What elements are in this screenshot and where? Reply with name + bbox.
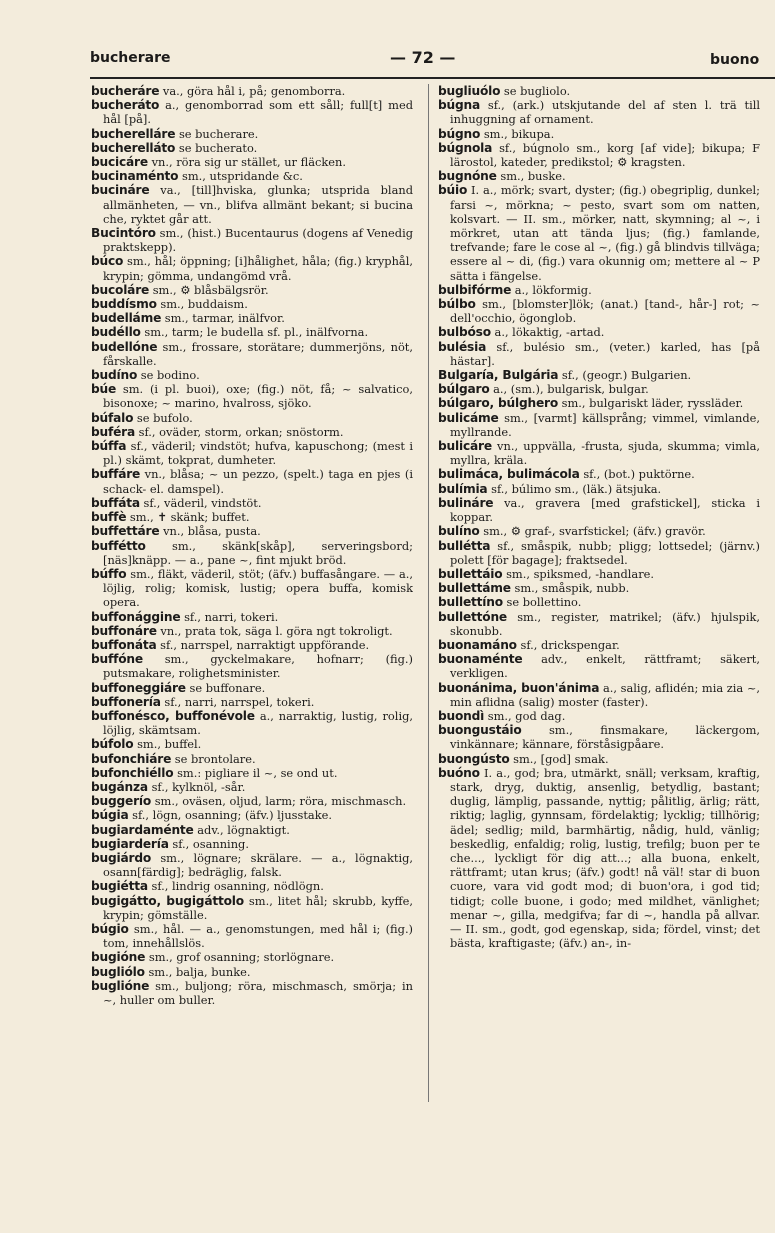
entry-headword: buffettáre bbox=[91, 524, 160, 539]
entry-headword: buóno bbox=[438, 765, 480, 780]
entry-definition: a., (sm.), bulgarisk, bulgar. bbox=[493, 382, 649, 397]
entry-headword: búffa bbox=[91, 439, 127, 454]
entry-definition: sm., [varmt] källsprång; vimmel, vimlande, myllrande. bbox=[450, 410, 760, 439]
entry-definition: va., göra hål i, på; genomborra. bbox=[162, 84, 346, 98]
entry-headword: buglióne bbox=[91, 978, 150, 993]
dictionary-entry bbox=[91, 539, 413, 567]
dictionary-entry bbox=[91, 652, 413, 680]
entry-headword: buffonáta bbox=[91, 637, 157, 652]
entry-definition: sf., narri, narrspel, tokeri. bbox=[164, 694, 315, 709]
dictionary-entry bbox=[438, 567, 760, 581]
entry-definition: a., genomborrad som ett såll; full[t] med hål [på]. bbox=[103, 98, 413, 127]
header-guide-word-left: bucherare bbox=[90, 50, 171, 66]
entry-headword: búffo bbox=[91, 566, 127, 581]
entry-definition: sm., hål. — a., genomstungen, med hål i; (fig.) tom, innehållslös. bbox=[103, 921, 413, 951]
entry-definition: se bucherato. bbox=[178, 140, 258, 155]
entry-headword: bucoláre bbox=[91, 282, 150, 297]
entry-definition: vn., uppvälla, -frusta, sjuda, skumma; vimla, myllra, kräla. bbox=[450, 439, 760, 468]
entry-headword: budéllo bbox=[91, 325, 141, 340]
entry-definition: sf., (bot.) puktörne. bbox=[583, 467, 695, 482]
entry-headword: buffonería bbox=[91, 694, 161, 709]
dictionary-entry bbox=[91, 127, 413, 141]
dictionary-entry bbox=[438, 368, 760, 382]
entry-headword: búlgaro bbox=[438, 382, 490, 397]
entry-headword: bulináre bbox=[438, 495, 494, 510]
entry-definition: sm., god dag. bbox=[487, 708, 566, 723]
dictionary-entry bbox=[91, 311, 413, 325]
entry-definition: sm., tarmar, inälfvor. bbox=[164, 311, 285, 326]
dictionary-entry bbox=[91, 141, 413, 155]
entry-headword: buffoneggiáre bbox=[91, 680, 186, 695]
dictionary-entry bbox=[438, 496, 760, 524]
entry-definition: sm., skänk[skåp], serveringsbord; [näs]knäpp. — a., pane ~, fint mjukt bröd. bbox=[103, 538, 413, 567]
entry-headword: búgio bbox=[91, 921, 129, 936]
entry-definition: sm., spiksmed, -handlare. bbox=[506, 566, 655, 581]
dictionary-entry bbox=[438, 723, 760, 751]
entry-definition: sf., drickspengar. bbox=[520, 637, 620, 652]
dictionary-entry bbox=[91, 823, 413, 837]
entry-headword: buonamáno bbox=[438, 637, 517, 652]
dictionary-entry bbox=[91, 382, 413, 410]
entry-definition: sm., ⚙ graf-, svarfstickel; (äfv.) gravör. bbox=[483, 524, 706, 539]
dictionary-entry bbox=[91, 922, 413, 950]
dictionary-entry bbox=[91, 84, 413, 98]
dictionary-entry bbox=[91, 808, 413, 822]
dictionary-entry bbox=[438, 681, 760, 709]
entry-headword: buggerío bbox=[91, 794, 152, 809]
dictionary-entry bbox=[438, 766, 760, 951]
entry-definition: sm., fläkt, väderil, stöt; (äfv.) buffasångare. — a., löjlig, rolig; komisk, lustig; opera buffa, komisk opera. bbox=[103, 566, 413, 610]
entry-headword: búco bbox=[91, 254, 124, 269]
entry-headword: bugigátto, bugigáttolo bbox=[91, 893, 244, 908]
entry-headword: bugióne bbox=[91, 950, 146, 965]
entry-definition: sm., hål; öppning; [i]hålighet, håla; (fig.) kryphål, krypin; gömma, undangömd vrå. bbox=[103, 254, 413, 283]
entry-definition: se bollettino. bbox=[506, 595, 582, 610]
dictionary-entry bbox=[438, 127, 760, 141]
entry-definition: a., lökformig. bbox=[514, 282, 592, 297]
entry-definition: sm., bulgariskt läder, ryssläder. bbox=[561, 396, 744, 411]
entry-definition: sm., lögnare; skrälare. — a., lögnaktig, osann[färdig]; bedräglig, falsk. bbox=[103, 850, 413, 880]
dictionary-entry bbox=[91, 965, 413, 979]
entry-headword: buféra bbox=[91, 424, 136, 439]
entry-headword: budelláme bbox=[91, 311, 162, 326]
entry-headword: bulbifórme bbox=[438, 282, 512, 297]
entry-headword: bullétta bbox=[438, 538, 491, 553]
dictionary-entry bbox=[438, 709, 760, 723]
entry-definition: sm., [blomster]lök; (anat.) [tand-, hår-] rot; ~ dell'occhio, ögonglob. bbox=[450, 297, 760, 326]
entry-definition: vn., blåsa; ~ un pezzo, (spelt.) taga en pjes (i schack- el. damspel). bbox=[103, 467, 413, 496]
entry-definition: vn., prata tok, säga l. göra ngt tokroligt. bbox=[160, 623, 393, 638]
entry-headword: buonaménte bbox=[438, 652, 523, 667]
entry-headword: bulicáre bbox=[438, 439, 492, 454]
entry-definition: sf., småspik, nubb; pligg; lottsedel; (järnv.) polett [för bagage]; fraktsedel. bbox=[450, 538, 760, 567]
entry-definition: sm., gyckelmakare, hofnarr; (fig.) putsmakare, rolighetsminister. bbox=[103, 652, 413, 681]
dictionary-entry bbox=[91, 183, 413, 226]
dictionary-entry bbox=[91, 297, 413, 311]
entry-headword: Bulgaría, Bulgária bbox=[438, 368, 559, 383]
dictionary-entry bbox=[91, 169, 413, 183]
entry-headword: bullettíno bbox=[438, 595, 503, 610]
dictionary-entry bbox=[91, 98, 413, 126]
entry-headword: budíno bbox=[91, 368, 138, 383]
entry-headword: buffè bbox=[91, 510, 127, 525]
entry-headword: buffáta bbox=[91, 495, 140, 510]
entry-definition: a., lökaktig, -artad. bbox=[494, 325, 605, 340]
entry-headword: búfalo bbox=[91, 410, 134, 425]
entry-headword: búlbo bbox=[438, 297, 476, 312]
dictionary-entry bbox=[438, 84, 760, 98]
dictionary-entry bbox=[91, 752, 413, 766]
dictionary-entry bbox=[91, 950, 413, 964]
entry-definition: sf., narri, tokeri. bbox=[184, 609, 279, 624]
entry-definition: sm., tarm; le budella sf. pl., inälfvorna. bbox=[144, 325, 369, 340]
entry-headword: buffonésco, buffonévole bbox=[91, 708, 255, 723]
dictionary-entry bbox=[438, 141, 760, 169]
entry-headword: búgno bbox=[438, 126, 481, 141]
entry-headword: buffáre bbox=[91, 467, 141, 482]
entry-headword: búgna bbox=[438, 98, 481, 113]
page-header bbox=[90, 46, 775, 74]
dictionary-entry bbox=[91, 737, 413, 751]
entry-definition: sm., buddaism. bbox=[160, 297, 248, 312]
entry-headword: buonánima, buon'ánima bbox=[438, 680, 600, 695]
entry-headword: bucheráre bbox=[91, 84, 160, 98]
dictionary-entry bbox=[438, 169, 760, 183]
dictionary-entry bbox=[91, 567, 413, 610]
entry-headword: buongustáio bbox=[438, 723, 522, 738]
entry-definition: a., narraktig, lustig, rolig, löjlig, skämtsam. bbox=[103, 708, 413, 738]
dictionary-entry bbox=[438, 581, 760, 595]
entry-headword: bullettóne bbox=[438, 609, 507, 624]
entry-headword: bufféttо bbox=[91, 538, 146, 553]
entry-definition: sf., búlimo sm., (läk.) ätsjuka. bbox=[491, 481, 662, 496]
entry-headword: bulíno bbox=[438, 524, 480, 539]
entry-definition: sm., (hist.) Bucentaurus (dogens af Venedig praktskepp). bbox=[103, 226, 413, 255]
entry-headword: bufonchiáre bbox=[91, 751, 172, 766]
dictionary-entry bbox=[91, 709, 413, 737]
entry-headword: buffóne bbox=[91, 652, 143, 667]
dictionary-entry bbox=[438, 638, 760, 652]
entry-definition: se bucherare. bbox=[178, 126, 259, 141]
entry-definition: sm., register, matrikel; (äfv.) hjulspik, skonubb. bbox=[450, 609, 760, 638]
dictionary-entry bbox=[91, 510, 413, 524]
dictionary-entry bbox=[438, 439, 760, 467]
entry-definition: I. a., mörk; svart, dyster; (fig.) obegriplig, dunkel; farsi ~, mörkna; ~ pesto, svart som om natten, kolsvart. — II. sm., mörker, natt, skymning; al ~, i mörkret, utan att tända ljus; (fig.) famlande, trefvande; fare le cose al ~, (fig.) gå blindvis tillväga; essere al ~ di, (fig.) vara okunnig om; mettere al ~ P sätta i fängelse. bbox=[450, 183, 760, 283]
entry-headword: búgnola bbox=[438, 140, 493, 155]
entry-headword: bugánza bbox=[91, 779, 148, 794]
entry-headword: bucinaménto bbox=[91, 169, 179, 184]
dictionary-entry bbox=[91, 638, 413, 652]
entry-definition: sm., buske. bbox=[500, 169, 566, 184]
column-divider bbox=[428, 84, 429, 1102]
entry-headword: bucheráto bbox=[91, 98, 160, 113]
dictionary-entry bbox=[91, 780, 413, 794]
entry-definition: sf., osanning. bbox=[172, 836, 249, 851]
entry-definition: sm., småspik, nubb. bbox=[514, 581, 630, 596]
dictionary-entry bbox=[438, 467, 760, 481]
header-rule bbox=[90, 77, 775, 79]
dictionary-entry bbox=[438, 98, 760, 126]
dictionary-entry bbox=[91, 155, 413, 169]
entry-definition: sf., bulésio sm., (veter.) karled, has [på hästar]. bbox=[450, 339, 760, 368]
entry-headword: bucináre bbox=[91, 183, 150, 198]
entry-definition: sm., oväsen, oljud, larm; röra, mischmasch. bbox=[154, 794, 407, 809]
entry-definition: se bufolo. bbox=[136, 410, 193, 425]
dictionary-entry bbox=[91, 695, 413, 709]
entry-headword: buffonággine bbox=[91, 609, 181, 624]
dictionary-entry bbox=[438, 297, 760, 325]
dictionary-entry bbox=[438, 183, 760, 282]
entry-headword: búe bbox=[91, 382, 117, 397]
entry-definition: sf., lögn, osanning; (äfv.) ljusstake. bbox=[132, 808, 332, 823]
entry-definition: sf., kylknöl, -sår. bbox=[151, 779, 246, 794]
entry-definition: sm., grof osanning; storlögnare. bbox=[148, 950, 335, 965]
dictionary-entry bbox=[91, 894, 413, 922]
dictionary-entry bbox=[91, 226, 413, 254]
entry-headword: bulicáme bbox=[438, 410, 499, 425]
entry-definition: se bugliolo. bbox=[503, 84, 571, 98]
entry-headword: bulbóso bbox=[438, 325, 491, 340]
dictionary-entry bbox=[91, 624, 413, 638]
dictionary-entry bbox=[438, 283, 760, 297]
entry-definition: sm.: pigliare il ~, se ond ut. bbox=[177, 765, 338, 780]
entry-headword: búfolo bbox=[91, 737, 134, 752]
header-guide-word-right: buono bbox=[710, 52, 760, 68]
entry-headword: bugiardería bbox=[91, 836, 169, 851]
dictionary-entry bbox=[91, 524, 413, 538]
dictionary-entry bbox=[91, 794, 413, 808]
entry-definition: sm., [god] smak. bbox=[513, 751, 609, 766]
dictionary-entry bbox=[91, 766, 413, 780]
entry-definition: va., [till]hviska, glunka; utsprida bland allmänheten, — vn., blifva allmänt bekant; si bucina che, ryktet går att. bbox=[103, 183, 413, 226]
entry-definition: vn., röra sig ur stället, ur fläcken. bbox=[151, 155, 346, 170]
entry-definition: se bodino. bbox=[140, 368, 200, 383]
entry-headword: búio bbox=[438, 183, 468, 198]
dictionary-entry bbox=[91, 610, 413, 624]
entry-headword: bulésia bbox=[438, 339, 487, 354]
dictionary-entry bbox=[438, 396, 760, 410]
right-column bbox=[438, 84, 760, 1104]
entry-definition: sf., (ark.) utskjutande del af sten l. trä till inhuggning af ornament. bbox=[450, 98, 760, 127]
entry-headword: bullettáme bbox=[438, 581, 511, 596]
entry-headword: búgia bbox=[91, 808, 129, 823]
entry-definition: sf., búgnolo sm., korg [af vide]; bikupa; F lärostol, kateder, predikstol; ⚙ kragsten. bbox=[450, 140, 760, 170]
entry-headword: buffonáre bbox=[91, 623, 157, 638]
dictionary-entry bbox=[91, 851, 413, 879]
left-column bbox=[91, 84, 413, 1104]
entry-headword: bulimáca, bulimácola bbox=[438, 467, 580, 482]
dictionary-entry bbox=[438, 595, 760, 609]
dictionary-entry bbox=[91, 283, 413, 297]
dictionary-entry bbox=[438, 524, 760, 538]
dictionary-entry bbox=[438, 652, 760, 680]
entry-headword: buddísmo bbox=[91, 297, 157, 312]
dictionary-entry bbox=[438, 340, 760, 368]
entry-headword: bulímia bbox=[438, 481, 488, 496]
entry-definition: sm., frossare, storätare; dummerjöns, nöt, fårskalle. bbox=[103, 339, 413, 368]
entry-definition: sm., utspridande &c. bbox=[181, 169, 303, 184]
entry-definition: sm., finsmakare, läckergom, vinkännare; kännare, förståsigpåare. bbox=[450, 723, 760, 752]
entry-headword: bugiardaménte bbox=[91, 822, 194, 837]
entry-headword: bugnóne bbox=[438, 169, 497, 184]
entry-headword: bugliuólo bbox=[438, 84, 501, 98]
dictionary-entry bbox=[91, 467, 413, 495]
dictionary-entry bbox=[91, 254, 413, 282]
dictionary-entry bbox=[91, 325, 413, 339]
page-number: — 72 — bbox=[390, 48, 456, 67]
entry-definition: sm., buljong; röra, mischmasch, smörja; in ~, huller om buller. bbox=[103, 978, 413, 1007]
dictionary-entry bbox=[91, 439, 413, 467]
dictionary-entry bbox=[91, 411, 413, 425]
entry-headword: buondì bbox=[438, 708, 485, 723]
entry-definition: sf., lindrig osanning, nödlögn. bbox=[151, 879, 324, 894]
entry-definition: adv., lögnaktigt. bbox=[197, 822, 290, 837]
dictionary-entry bbox=[91, 368, 413, 382]
entry-headword: bugliólo bbox=[91, 964, 145, 979]
dictionary-entry bbox=[91, 681, 413, 695]
dictionary-entry bbox=[438, 382, 760, 396]
entry-definition: sm., bikupa. bbox=[483, 126, 555, 141]
entry-headword: búlgaro, búlghero bbox=[438, 396, 559, 411]
dictionary-entry bbox=[91, 340, 413, 368]
entry-definition: sf., väderil, vindstöt. bbox=[143, 495, 262, 510]
dictionary-entry bbox=[438, 610, 760, 638]
entry-definition: se buffonare. bbox=[189, 680, 266, 695]
dictionary-entry bbox=[438, 325, 760, 339]
entry-headword: Bucintóro bbox=[91, 226, 156, 241]
entry-definition: sf., oväder, storm, orkan; snöstorm. bbox=[138, 424, 344, 439]
entry-definition: sm., ⚙ blåsbälgsrör. bbox=[152, 282, 269, 297]
entry-definition: sm., ✝ skänk; buffet. bbox=[129, 510, 250, 525]
entry-definition: a., salig, aflidén; mia zia ~, min aflidna (salig) moster (faster). bbox=[450, 680, 760, 709]
entry-definition: sf., väderil; vindstöt; hufva, kapuschong; (mest i pl.) skämt, tokprat, dumheter. bbox=[103, 439, 413, 468]
entry-definition: se brontolare. bbox=[174, 751, 256, 766]
entry-headword: bucicáre bbox=[91, 155, 148, 170]
entry-definition: sm. (i pl. buoi), oxe; (fig.) nöt, få; ~ salvatico, bisonoxe; ~ marino, hvalross, sjöko. bbox=[103, 382, 413, 411]
entry-headword: budellóne bbox=[91, 339, 158, 354]
entry-definition: vn., blåsa, pusta. bbox=[163, 524, 261, 539]
entry-headword: bugiárdo bbox=[91, 850, 152, 865]
entry-headword: bugiétta bbox=[91, 879, 148, 894]
dictionary-entry bbox=[438, 411, 760, 439]
entry-headword: bucherelláto bbox=[91, 140, 176, 155]
entry-headword: buongústo bbox=[438, 751, 510, 766]
dictionary-entry bbox=[91, 879, 413, 893]
entry-definition: sm., buffel. bbox=[137, 737, 202, 752]
dictionary-entry bbox=[91, 979, 413, 1007]
dictionary-entry bbox=[438, 539, 760, 567]
entry-headword: bucherelláre bbox=[91, 126, 176, 141]
dictionary-entry bbox=[438, 752, 760, 766]
entry-definition: va., gravera [med grafstickel], sticka i koppar. bbox=[450, 495, 760, 525]
dictionary-entry bbox=[438, 482, 760, 496]
entry-definition: adv., enkelt, rättframt; säkert, verkligen. bbox=[450, 652, 760, 681]
entry-definition: sm., litet hål; skrubb, kyffe, krypin; gömställe. bbox=[103, 893, 413, 922]
entry-definition: sf., narrspel, narraktigt uppförande. bbox=[160, 637, 370, 652]
entry-headword: bufonchiéllo bbox=[91, 765, 174, 780]
dictionary-entry bbox=[91, 425, 413, 439]
entry-definition: sm., balja, bunke. bbox=[148, 964, 251, 979]
entry-definition: sf., (geogr.) Bulgarien. bbox=[561, 368, 692, 383]
dictionary-entry bbox=[91, 837, 413, 851]
entry-definition: I. a., god; bra, utmärkt, snäll; verksam, kraftig, stark, dryg, duktig, ansenlig, betydlig, bastant; duglig, lämplig, passande, nyttig; pålitlig, ärlig; rätt, riktig; laglig, gynnsam, fördelaktig; lycklig; tillhörig; ädel; sedlig; mild, barmhärtig, nådig, huld, vänlig; beskedlig, enfaldig; rolig, lustig, trefilg; buon per te che..., lyckligt för dig att...; alla buona, enkelt, rättframt; utan krus; (äfv.) godt! nå väl! star di buon cuore, vara vid godt mod; di buon'ora, i god tid; tidigt; colle buone, i godo; med mildhet, vänlighet; menar ~, gilla, medgifva; far di ~, handla på allvar. — II. sm., godt, god egenskap, sida; fördel, vinst; det bästa, kraftigaste; (äfv.) an-, in- bbox=[450, 765, 760, 951]
entry-headword: bullettáio bbox=[438, 566, 503, 581]
dictionary-entry bbox=[91, 496, 413, 510]
